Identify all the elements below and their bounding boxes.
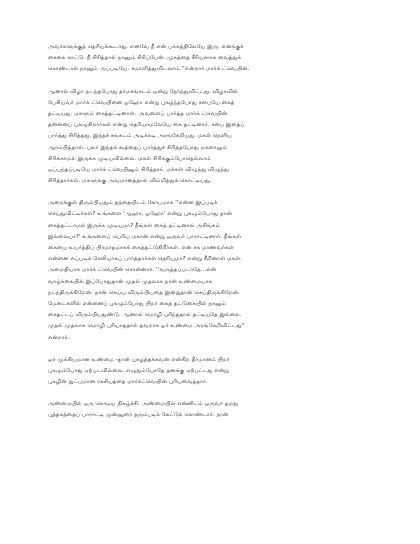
document-page <box>48 42 386 433</box>
text-line: அவர்களுக்குத் தெரியக்கூடாது. எனவே நீ என் பக்கத்திலேயே இரு. எனக்குச் <box>48 44 244 50</box>
text-line: தட்டியது. மகளும் கைத்தட்டினாள். அவளைப் பார்த்த மார்க் ட்வெயின் <box>48 110 228 117</box>
text-line: சிரித்தார்கள். மகளுக்கு அவமானத்தால் விம்மித்துக் கொட்டியது. <box>48 178 212 185</box>
text-line: சைகை காட்டு. நீ சிரித்தால் நானும் சிரிப்பேன். முகத்தை சீரியஸாக வைத்துக் <box>48 55 242 62</box>
text-line: கையை உயர்த்திப் பிரமாதமாகக் கைத்தட்டுகிறீர்கள். என் சக மாணவர்கள் <box>48 245 234 251</box>
text-line: அறைக்குள் திரும்பியதும் தந்தையிடம் கோபமாக ''என்ன இப்படிச் <box>48 200 218 207</box>
text-line: நடந்திருக்கிறேன். நான் செய்ய விரும்பியதை இன்றுதான் செய்திருக்கிறேன். <box>48 289 240 296</box>
text-line: புத்தகத்தைப் பாராட்டி முன்னுரை தரும்படிக் கேட்டுக் கொண்டார். நான் <box>48 412 229 419</box>
paragraph-5 <box>48 399 386 421</box>
text-line: பார்த்து சிரித்தது. இந்தச் சங்கடம் அடிக்கடி அரங்கேறியது. மகள் நெளிய <box>48 133 232 140</box>
text-line: முதல் முதலாக மொழி புரியாததால் தவறாக ஓர் உண்மை அரங்கேறிவிட்டது'' <box>48 323 245 330</box>
text-line: கைத்தட்டாமல் இருக்க முடியுமா? நீங்கள் கைத் தட்டினால் அசிங்கம் <box>48 222 221 229</box>
text-line: புகழும்போது ஏற்படவில்லை. எழுதும்போதே தனக்கு ஏற்பட்டது என்று <box>48 367 229 374</box>
paragraph-2 <box>48 87 386 188</box>
text-line: சிரிக்காமல் இருக்க முடியவில்லை. மகள் சிரிக்கும்போதெல்லாம் <box>48 155 211 162</box>
text-line: செய்துவிட்டீர்கள்? உங்களை 'ஆஹா, ஓஹோ' என்று புகழும்போது தான் <box>48 211 233 218</box>
text-line: ஓர் முக்கியமான உண்மை -தான் புகழத்தக்கவன் என்கிற தீர்மானம் பிறர் <box>48 356 230 363</box>
text-line: அண்மையில் ஒரு கொடிய நிகழ்ச்சி. அண்மையில் என்னிடம் ஒருவர் தமது <box>48 401 238 408</box>
text-line: வாழ்க்கையில் இப்போதுதான் முதல் முதலாக நான் உண்மையாக <box>48 278 213 285</box>
text-line: என்றார். <box>48 334 70 341</box>
text-line: மேடைகளில் என்னைப் புகழும்போது பிறர் கைத் தட்டுகையில் நானும் <box>48 300 227 307</box>
text-line: இல்லையா?' உங்களைப் பெரிய மகான் என்று ஒருவர் பாராட்டினார். நீங்கள் <box>48 233 242 240</box>
text-line: அமைதியாக மார்க் ட்வெயின் சொன்னார். ''வருத்தப்படாதே...என் <box>48 267 217 274</box>
text-line: ஒப்பந்தப்படியே மார்க் ட்வெயினும் சிரித்தார். மக்கள் விழுந்து விழுந்து <box>48 166 229 173</box>
text-line: என்னை எப்படிக் கேலியாகப் பார்த்தார்கள் தெரியுமா? என்று சீறினாள் மகள். <box>48 256 243 263</box>
text-line: ஆரம்பித்தாள். பலர் இந்தக் கூத்தைப் பார்த்துச் சிரித்தபோது மகளாலும் <box>48 144 228 151</box>
paragraph-3 <box>48 198 386 343</box>
text-line: கைதட்டப் விரும்பியதுண்டு. ஆனால் மொழி புரிந்ததால் தட்டியதே இல்லை. <box>48 312 242 319</box>
text-line: புகழின் நுட்பமான ரகசியத்தை மார்க்ட்வெயின் புரியவைத்தார். <box>48 379 208 386</box>
text-line: ஆனால் விழா நடந்தபோது தர்மசங்கடம் ஒன்று நேர்ந்துவிட்டது. விழாவில் <box>48 88 238 95</box>
text-line: கொண்டால் நானும் அப்படியே. சமாளித்துவிடலாம்.''என்றார் மார்க் ட்வெயின். <box>48 66 250 73</box>
text-line: தன்னைப் புகழுகிறார்கள் என்று தெரியாமலேயே கை தட்டினார். சபை இதைப் <box>48 122 245 129</box>
paragraph-1 <box>48 42 386 76</box>
text-line: பேசியவர் மார்க் ட்வெயினை ஓஹோ என்று புகழ்ந்தபோது சபையே கைத் <box>48 99 235 106</box>
paragraph-4 <box>48 355 386 389</box>
